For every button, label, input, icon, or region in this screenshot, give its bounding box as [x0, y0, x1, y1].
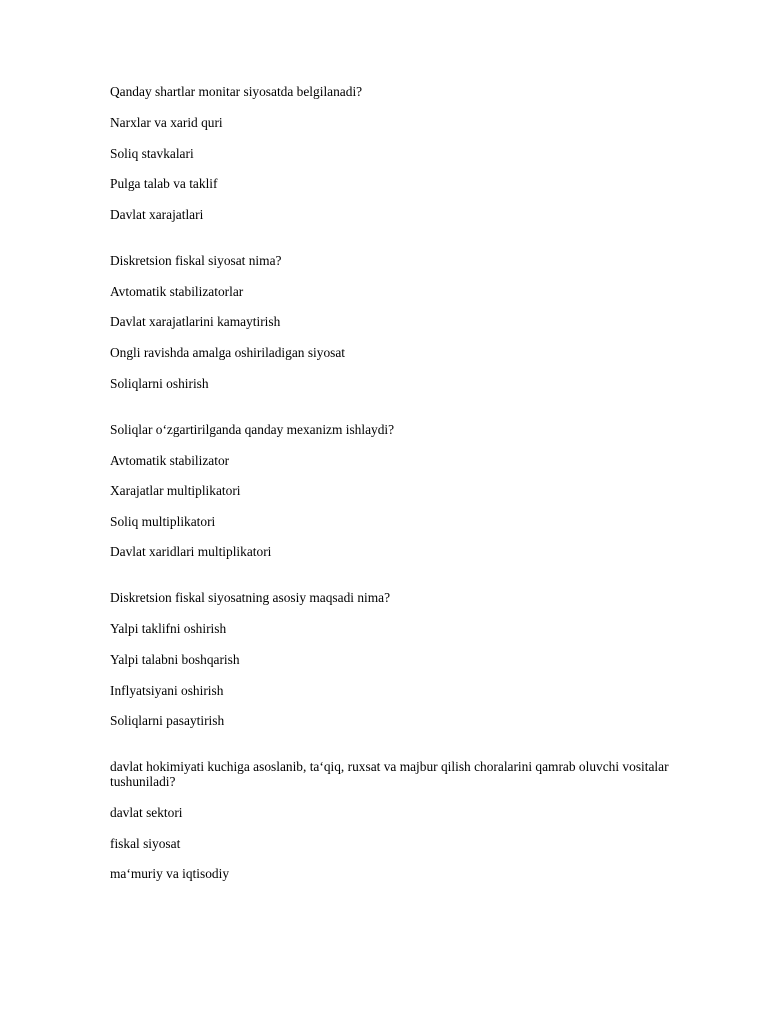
answer-option: Xarajatlar multiplikatori	[110, 483, 241, 499]
question-block-3	[110, 422, 710, 560]
answer-option: Ongli ravishda amalga oshiriladigan siyosat	[110, 344, 346, 360]
answer-option: Davlat xarajatlari	[110, 206, 204, 222]
answer-option: Soliqlarni pasaytirish	[110, 713, 225, 729]
answer-option: Soliq stavkalari	[110, 145, 194, 161]
answer-option: Davlat xaridlari multiplikatori	[110, 544, 272, 560]
answer-option: davlat sektori	[110, 805, 183, 821]
answer-option: Davlat xarajatlarini kamaytirish	[110, 314, 281, 330]
question-block-4	[110, 590, 710, 728]
answer-option: maʻmuriy va iqtisodiy	[110, 866, 230, 882]
answer-option: Avtomatik stabilizatorlar	[110, 283, 244, 299]
question-text: Diskretsion fiskal siyosatning asosiy maqsadi nima?	[110, 590, 391, 606]
answer-option: Yalpi taklifni oshirish	[110, 621, 227, 637]
answer-option: Inflyatsiyani oshirish	[110, 682, 224, 698]
answer-option: Yalpi talabni boshqarish	[110, 651, 240, 667]
question-text: Qanday shartlar monitar siyosatda belgilanadi?	[110, 84, 363, 99]
question-text: davlat hokimiyati kuchiga asoslanib, taʻqiq, ruxsat va majbur qilish choralarini qamrab oluvchi vositalar tushuniladi?	[110, 759, 669, 790]
answer-option: Soliqlarni oshirish	[110, 375, 209, 391]
answer-option: Narxlar va xarid quri	[110, 115, 223, 130]
answer-option: Avtomatik stabilizator	[110, 452, 230, 468]
question-block-1	[110, 84, 710, 222]
question-block-2	[110, 253, 710, 391]
question-block-5	[110, 759, 710, 881]
document-page	[110, 84, 710, 881]
answer-option: Soliq multiplikatori	[110, 513, 216, 529]
answer-option: fiskal siyosat	[110, 835, 181, 851]
question-text: Soliqlar oʻzgartirilganda qanday mexanizm ishlaydi?	[110, 421, 395, 437]
answer-option: Pulga talab va taklif	[110, 176, 218, 192]
question-text: Diskretsion fiskal siyosat nima?	[110, 252, 282, 268]
